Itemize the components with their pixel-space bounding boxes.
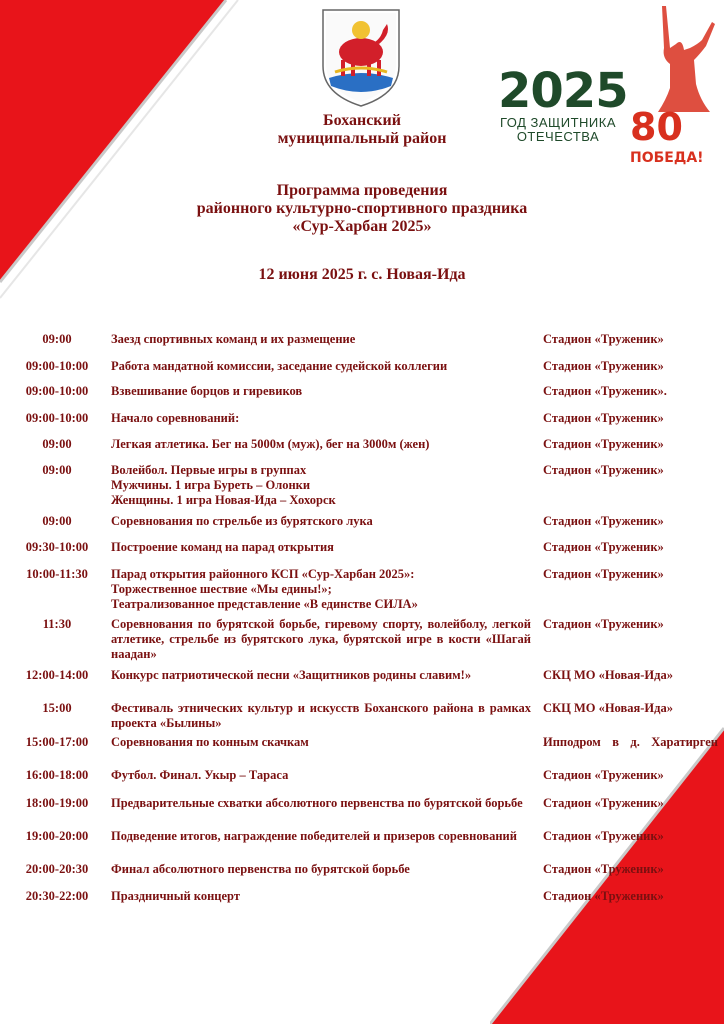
program-title-line-3: «Сур-Харбан 2025» xyxy=(292,218,432,235)
red-corner-top-left xyxy=(0,0,245,300)
row-location: Стадион «Труженик» xyxy=(543,829,664,843)
row-location: Стадион «Труженик» xyxy=(543,768,664,782)
row-description: Финал абсолютного первенства по бурятской борьбе xyxy=(111,862,410,876)
row-location: Стадион «Труженик» xyxy=(543,862,664,876)
row-description: Легкая атлетика. Бег на 5000м (муж), бег на 3000м (жен) xyxy=(111,437,430,451)
row-location: Стадион «Труженик» xyxy=(543,617,664,631)
row-description: Фестиваль этнических культур и искусств Боханского района в рамках проекта «Былины» xyxy=(111,701,531,730)
row-description: Футбол. Финал. Укыр – Тараса xyxy=(111,768,289,782)
row-location: Стадион «Труженик» xyxy=(543,411,664,425)
row-description: Предварительные схватки абсолютного первенства по бурятской борьбе xyxy=(111,796,523,810)
victory-logo-word: ПОБЕДА! xyxy=(630,150,704,166)
row-location: СКЦ МО «Новая-Ида» xyxy=(543,701,673,715)
year-logo-subtitle-2: ОТЕЧЕСТВА xyxy=(516,129,600,144)
row-time: 16:00-18:00 xyxy=(25,768,89,782)
row-description: Взвешивание борцов и гиревиков xyxy=(111,384,303,398)
row-time: 10:00-11:30 xyxy=(26,567,88,581)
row-location: Стадион «Труженик» xyxy=(543,889,664,903)
row-location: Стадион «Труженик» xyxy=(543,567,664,581)
row-description: Соревнования по стрельбе из бурятского лука xyxy=(111,514,373,528)
row-location: Стадион «Труженик» xyxy=(543,332,664,346)
row-location: Стадион «Труженик» xyxy=(543,463,664,477)
year-logo-number: 2025 xyxy=(498,63,628,119)
year-logo-subtitle-1: ГОД ЗАЩИТНИКА xyxy=(499,115,617,130)
row-time: 19:00-20:00 xyxy=(25,829,89,843)
row-time: 09:00 xyxy=(42,437,72,451)
row-time: 09:30-10:00 xyxy=(25,540,89,554)
district-name-line-2: муниципальный район xyxy=(277,130,447,147)
row-time: 09:00 xyxy=(42,332,72,346)
row-location: Стадион «Труженик» xyxy=(543,540,664,554)
program-title-line-1: Программа проведения xyxy=(276,182,448,199)
row-description: Заезд спортивных команд и их размещение xyxy=(111,332,356,346)
row-location: Стадион «Труженик». xyxy=(543,384,667,398)
row-description: Работа мандатной комиссии, заседание судейской коллегии xyxy=(111,359,448,373)
victory-logo-number: 80 xyxy=(630,105,683,149)
row-location: Стадион «Труженик» xyxy=(543,514,664,528)
district-name xyxy=(0,112,724,148)
row-time: 15:00 xyxy=(42,701,72,715)
program-title-line-2: районного культурно-спортивного праздника xyxy=(196,200,528,217)
event-date-line: 12 июня 2025 г. с. Новая-Ида xyxy=(258,266,466,283)
row-description: Соревнования по бурятской борьбе, гиревому спорту, волейболу, легкой атлетике, стрельбе из бурятского лука, бурятской игре в кости «Шагай наадан» xyxy=(111,617,531,661)
row-description: Парад открытия районного КСП «Сур-Харбан 2025»: Торжественное шествие «Мы едины!»; Театрализованное представление «В единстве СИЛА» xyxy=(111,567,418,611)
row-time: 18:00-19:00 xyxy=(25,796,89,810)
row-time: 09:00-10:00 xyxy=(25,384,89,398)
row-location: Стадион «Труженик» xyxy=(543,359,664,373)
row-description: Соревнования по конным скачкам xyxy=(111,735,309,749)
row-location: Стадион «Труженик» xyxy=(543,437,664,451)
row-time: 09:00 xyxy=(42,514,72,528)
event-date xyxy=(0,266,724,284)
row-time: 09:00-10:00 xyxy=(25,359,89,373)
row-time: 12:00-14:00 xyxy=(25,668,89,682)
row-description: Праздничный концерт xyxy=(111,889,240,903)
row-description: Начало соревнований: xyxy=(111,411,240,425)
row-description: Волейбол. Первые игры в группах Мужчины. 1 игра Буреть – Олонки Женщины. 1 игра Новая-Ида – Хохорск xyxy=(111,463,336,507)
row-location: Ипподром в д. Харатирген xyxy=(543,735,718,749)
row-time: 15:00-17:00 xyxy=(25,735,89,749)
row-time: 09:00 xyxy=(42,463,72,477)
row-description: Подведение итогов, награждение победителей и призеров соревнований xyxy=(111,829,517,843)
row-time: 09:00-10:00 xyxy=(25,411,89,425)
district-coat-of-arms xyxy=(321,8,401,108)
row-time: 11:30 xyxy=(42,617,72,631)
program-title xyxy=(0,182,724,236)
district-name-line-1: Боханский xyxy=(323,112,401,129)
row-location: Стадион «Труженик» xyxy=(543,796,664,810)
row-description: Конкурс патриотической песни «Защитников родины славим!» xyxy=(111,668,472,682)
row-time: 20:00-20:30 xyxy=(25,862,89,876)
row-description: Построение команд на парад открытия xyxy=(111,540,334,554)
row-location: СКЦ МО «Новая-Ида» xyxy=(543,668,673,682)
row-time: 20:30-22:00 xyxy=(25,889,89,903)
motherland-monument-icon xyxy=(640,4,720,114)
